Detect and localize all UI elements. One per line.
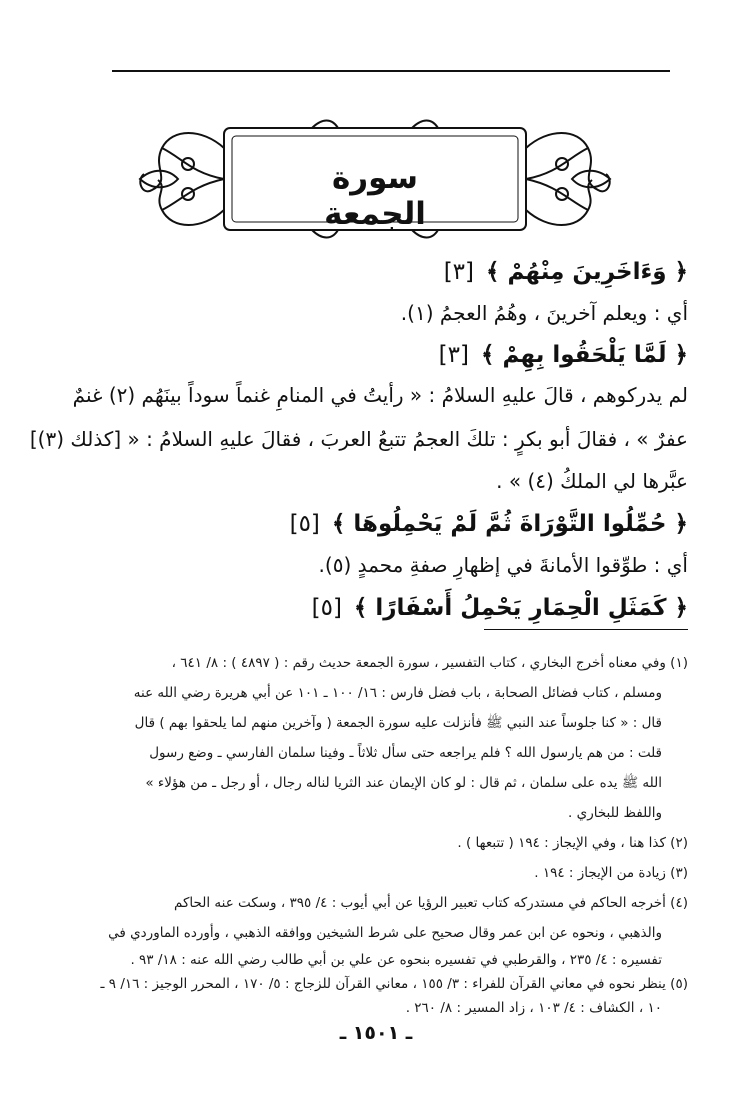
gloss-line: أي : ويعلم آخرينَ ، وهُمُ العجمُ (١). (400, 301, 688, 325)
verse-line (70, 506, 688, 542)
footnote-line: ١٠ ، الكشاف : ٤/ ١٠٣ ، زاد المسير : ٨/ ٢٦٠ . (405, 1000, 662, 1016)
verse-line (70, 590, 688, 626)
page-number: ـ ١٥٠١ ـ (339, 1022, 413, 1044)
footnotes (66, 648, 688, 1020)
footnote-line: (٥) ينظر نحوه في معاني القرآن للفراء : ٣/ ١٥٥ ، معاني القرآن للزجاج : ٥/ ١٧٠ ، المحرر الوجيز : ١٦/ ٩ ـ (100, 976, 688, 992)
footnote-line: تفسيره : ٤/ ٢٣٥ ، والقرطبي في تفسيره بنحوه عن علي بن أبي طالب رضي الله عنه : ١٨/ ٩٣ . (130, 952, 662, 968)
verse-text: ﴿ لَمَّا يَلْحَقُوا بِهِمْ ﴾ (481, 342, 688, 368)
footnote-line: واللفظ للبخاري . (568, 805, 662, 821)
verse-text: ﴿ وَءَاخَرِينَ مِنْهُمْ ﴾ (486, 259, 688, 285)
footnote-line: قال : « كنا جلوساً عند النبي ﷺ فأنزلت عليه سورة الجمعة ( وآخرين منهم لما يلحقوا بهم ) قال (134, 715, 662, 731)
verse-text: ﴿ حُمِّلُوا التَّوْرَاةَ ثُمَّ لَمْ يَحْمِلُوهَا ﴾ (331, 511, 688, 537)
footnote-separator (484, 629, 688, 630)
header-rule (112, 70, 670, 72)
gloss-line: أي : طوِّقوا الأمانةَ في إظهارِ صفةِ محمدٍ (٥). (318, 553, 688, 577)
verse-ref: [٥] (289, 511, 320, 537)
verse-ref: [٥] (311, 595, 342, 621)
gloss-line: عبَّرها لي الملكُ (٤) » . (496, 469, 688, 493)
gloss-line: عفرٌ » ، فقالَ أبو بكرٍ : تلكَ العجمُ تتبعُ العربَ ، فقالَ عليهِ السلامُ : « [كذلك (٣)] (29, 427, 688, 451)
footnote-line: (١) وفي معناه أخرج البخاري ، كتاب التفسير ، سورة الجمعة حديث رقم : ( ٤٨٩٧ ) : ٨/ ٦٤١ ، (171, 655, 688, 671)
footnote-line: الله ﷺ يده على سلمان ، ثم قال : لو كان الإيمان عند الثريا لناله رجال ، أو رجل ـ من هؤلاء » (145, 775, 662, 791)
footnote-line: ومسلم ، كتاب فضائل الصحابة ، باب فضل فارس : ١٦/ ١٠٠ ـ ١٠١ عن أبي هريرة رضي الله عنه (133, 685, 662, 701)
verse-ref: [٣] (443, 259, 475, 285)
footnote-line: (٤) أخرجه الحاكم في مستدركه كتاب تعبير الرؤيا عن أبي أيوب : ٤/ ٣٩٥ ، وسكت عنه الحاكم (173, 895, 688, 911)
verse-line (70, 337, 688, 373)
verse-text: ﴿ كَمَثَلِ الْحِمَارِ يَحْمِلُ أَسْفَارًا ﴾ (353, 595, 688, 621)
footnote-line: (٣) زيادة من الإيجاز : ١٩٤ . (534, 865, 688, 881)
footnote-line: والذهبي ، ونحوه عن ابن عمر وقال صحيح على شرط الشيخين ووافقه الذهبي ، وأورده الماوردي في (108, 925, 662, 941)
verse-ref: [٣] (438, 342, 469, 368)
footnote-line: (٢) كذا هنا ، وفي الإيجاز : ١٩٤ ( تتبعها ) . (457, 835, 688, 851)
surah-title-frame (132, 118, 618, 240)
gloss-line: لم يدركوهم ، قالَ عليهِ السلامُ : « رأيتُ في المنامِ غنماً سوداً بينَهُم (٢) غنمٌ (72, 383, 688, 407)
surah-title: سورة الجمعة (324, 160, 426, 232)
footnote-line: قلت : من هم يارسول الله ؟ فلم يراجعه حتى سأل ثلاثاً ـ وفينا سلمان الفارسي ـ وضع رسول (149, 745, 662, 761)
verse-line (70, 254, 688, 290)
